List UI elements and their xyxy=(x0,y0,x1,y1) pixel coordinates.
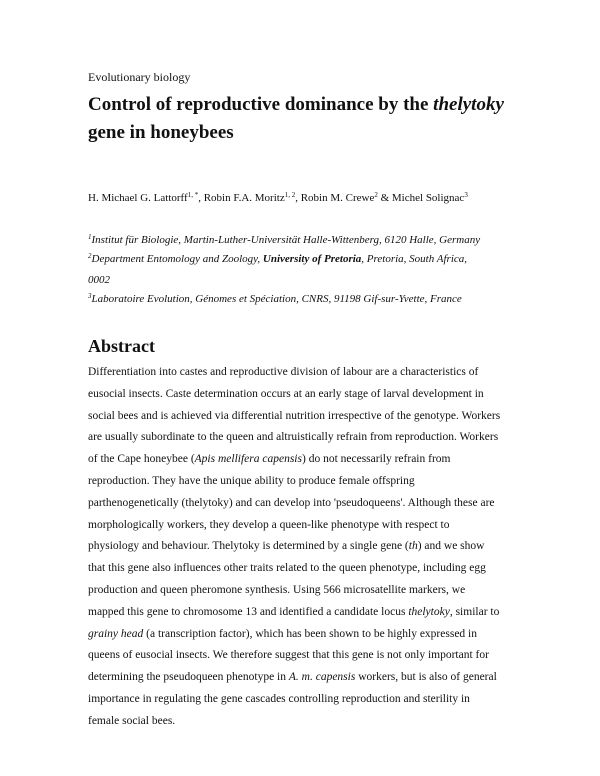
abstract-text: ) and we show xyxy=(417,540,485,553)
species-name: A. m. capensis xyxy=(288,671,356,684)
gene-name: thelytoky xyxy=(408,605,450,618)
affiliation-text: Department Entomology and Zoology, xyxy=(91,253,263,265)
abstract-line xyxy=(88,602,528,624)
author-affiliation-mark: 1, 2 xyxy=(284,191,296,199)
abstract-text: physiology and behaviour. Thelytoky is determined by a single gene ( xyxy=(88,540,409,553)
abstract-text: , similar to xyxy=(449,605,500,618)
affiliation-number: 2 xyxy=(88,252,92,260)
abstract-line: importance in regulating the gene cascades controlling reproduction and sterility in xyxy=(88,692,470,705)
title-gene-name: thelytoky xyxy=(433,94,504,115)
gene-symbol: th xyxy=(408,540,418,553)
article-title-line-2: gene in honeybees xyxy=(88,122,234,143)
article-title-line-1 xyxy=(88,93,504,117)
affiliation-1 xyxy=(88,234,480,246)
author-name: Michel Solignac xyxy=(391,192,465,204)
author-name: Robin M. Crewe xyxy=(300,192,375,204)
abstract-line: queens of eusocial insects. We therefore suggest that this gene is not only important for xyxy=(88,649,489,662)
abstract-line: production and queen pheromone synthesis. Using 566 microsatellite markers, we xyxy=(88,583,466,596)
author-list xyxy=(88,192,468,204)
abstract-line: that this gene also influences other traits related to the queen phenotype, including egg xyxy=(88,562,486,575)
author-name: Robin F.A. Moritz xyxy=(203,192,285,204)
species-name: Apis mellifera capensis xyxy=(194,453,302,466)
abstract-line: social bees and is achieved via differential nutrition irrespective of the genotype. Workers xyxy=(88,409,501,422)
author-name: H. Michael G. Lattorff xyxy=(88,192,188,204)
affiliation-2 xyxy=(88,253,467,265)
affiliation-text: Laboratoire Evolution, Génomes et Spéciation, CNRS, 91198 Gif-sur-Yvette, France xyxy=(91,293,462,305)
abstract-text: of the Cape honeybee ( xyxy=(88,453,195,466)
abstract-line: are usually subordinate to the queen and altruistically refrain from reproduction. Workers xyxy=(88,431,499,444)
abstract-line: parthenogenetically (thelytoky) and can develop into 'pseudoqueens'. Although these are xyxy=(88,496,495,509)
abstract-text: ) do not necessarily refrain from xyxy=(301,453,451,466)
abstract-line xyxy=(88,667,528,689)
author-separator: & xyxy=(377,192,392,204)
abstract-line: Differentiation into castes and reproductive division of labour are a characteristics of xyxy=(88,366,479,378)
article-category: Evolutionary biology xyxy=(88,70,191,84)
affiliation-text: Institut für Biologie, Martin-Luther-Universität Halle-Wittenberg, 6120 Halle, Germany xyxy=(91,234,481,246)
affiliation-text: , Pretoria, South Africa, xyxy=(361,253,468,265)
affiliation-3 xyxy=(88,293,462,305)
abstract-line: morphologically workers, they develop a queen-like phenotype with respect to xyxy=(88,518,450,531)
abstract-line: female social bees. xyxy=(88,714,176,727)
abstract-line xyxy=(88,536,528,558)
affiliation-number: 3 xyxy=(88,292,92,300)
abstract-text: (a transcription factor), which has been shown to be highly expressed in xyxy=(143,627,477,640)
affiliation-number: 1 xyxy=(88,233,92,241)
abstract-heading: Abstract xyxy=(88,336,155,356)
abstract-text: workers, but is also of general xyxy=(355,671,497,684)
abstract-line xyxy=(88,624,528,646)
author-affiliation-mark: 1, * xyxy=(187,191,199,199)
author-separator: , xyxy=(295,192,301,204)
author-affiliation-mark: 2 xyxy=(374,191,378,199)
affiliation-university: University of Pretoria xyxy=(262,253,362,265)
abstract-line xyxy=(88,449,528,471)
author-affiliation-mark: 3 xyxy=(464,191,468,199)
abstract-text: determining the pseudoqueen phenotype in xyxy=(88,671,289,684)
gene-name: grainy head xyxy=(88,627,144,640)
abstract-body xyxy=(88,362,528,733)
abstract-line: eusocial insects. Caste determination occurs at an early stage of larval development in xyxy=(88,387,484,400)
author-separator: , xyxy=(198,192,204,204)
abstract-line: reproduction. They have the unique ability to produce female offspring xyxy=(88,474,415,487)
affiliation-2-continued: 0002 xyxy=(88,274,110,286)
abstract-text: mapped this gene to chromosome 13 and identified a candidate locus xyxy=(88,605,409,618)
title-text: Control of reproductive dominance by the xyxy=(88,94,434,115)
